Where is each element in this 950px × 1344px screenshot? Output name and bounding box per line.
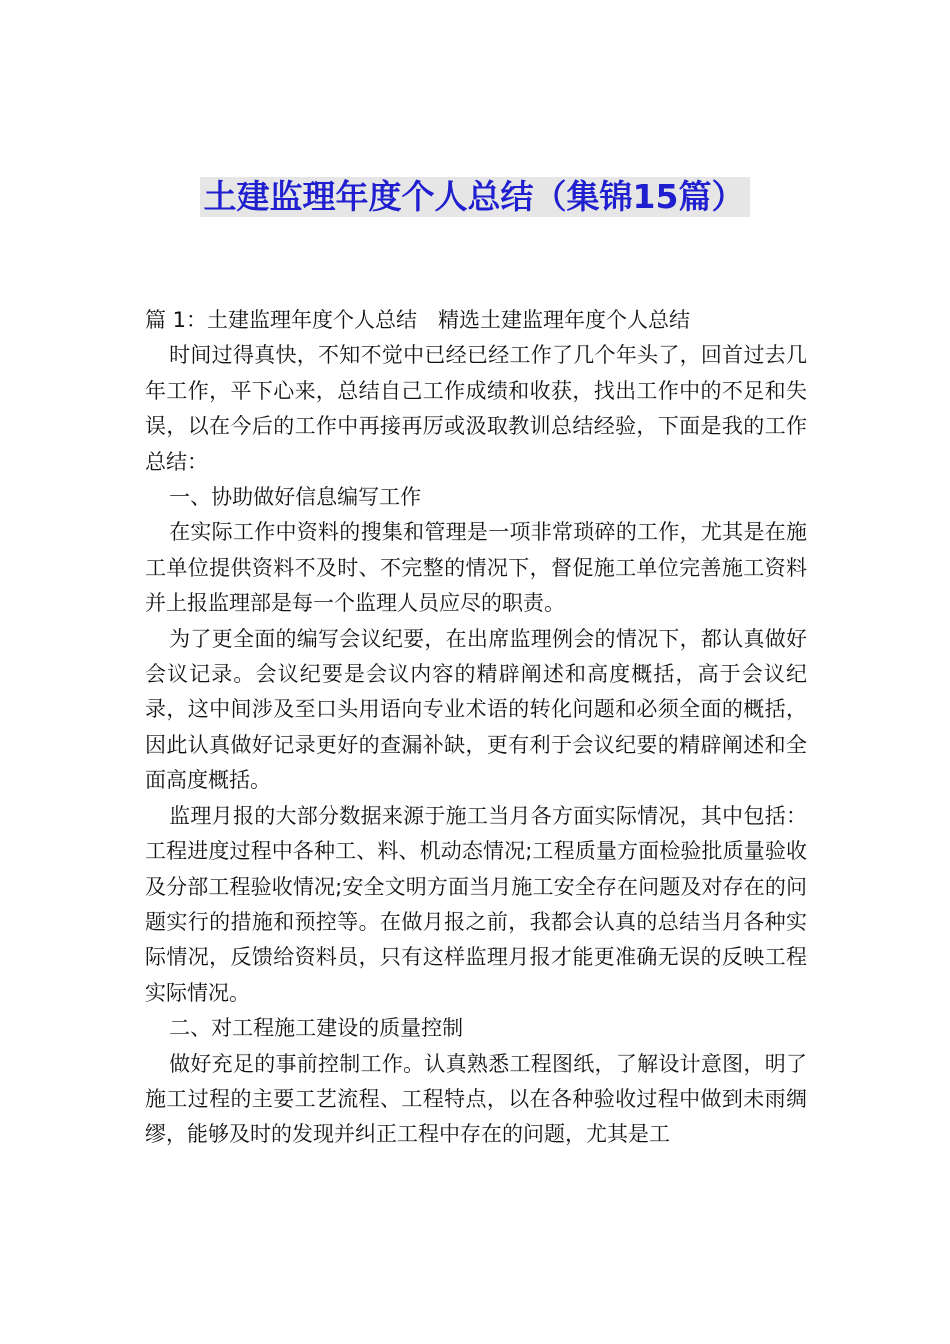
paragraph: 为了更全面的编写会议纪要，在出席监理例会的情况下，都认真做好会议记录。会议纪要是会议内容的精辟阐述和高度概括，高于会议纪录，这中间涉及至口头用语向专业术语的转化问题和必须全面的概括，因此认真做好记录更好的查漏补缺，更有利于会议纪要的精辟阐述和全面高度概括。 <box>145 626 807 793</box>
title-container <box>0 177 950 217</box>
paragraph: 监理月报的大部分数据来源于施工当月各方面实际情况，其中包括：工程进度过程中各种工、料、机动态情况;工程质量方面检验批质量验收及分部工程验收情况;安全文明方面当月施工安全存在问题及对存在的问题实行的措施和预控等。在做月报之前，我都会认真的总结当月各种实际情况，反馈给资料员，只有这样监理月报才能更准确无误的反映工程实际情况。 <box>145 803 807 1005</box>
section-heading-2: 二、对工程施工建设的质量控制 <box>169 1016 464 1041</box>
paragraph: 做好充足的事前控制工作。认真熟悉工程图纸，了解设计意图，明了施工过程的主要工艺流程、工程特点，以在各种验收过程中做到未雨绸缪，能够及时的发现并纠正工程中存在的问题，尤其是工 <box>145 1051 807 1147</box>
section-heading-article-1: 篇 1：土建监理年度个人总结 精选土建监理年度个人总结 <box>145 308 691 332</box>
document-body <box>145 303 807 1153</box>
document-title: 土建监理年度个人总结（集锦15篇） <box>200 177 751 217</box>
paragraph: 在实际工作中资料的搜集和管理是一项非常琐碎的工作，尤其是在施工单位提供资料不及时、不完整的情况下，督促施工单位完善施工资料并上报监理部是每一个监理人员应尽的职责。 <box>145 520 807 616</box>
paragraph-intro: 时间过得真快，不知不觉中已经已经工作了几个年头了，回首过去几年工作，平下心来，总结自己工作成绩和收获，找出工作中的不足和失误，以在今后的工作中再接再厉或汲取教训总结经验，下面是我的工作总结： <box>145 343 807 474</box>
section-heading-1: 一、协助做好信息编写工作 <box>169 485 422 510</box>
